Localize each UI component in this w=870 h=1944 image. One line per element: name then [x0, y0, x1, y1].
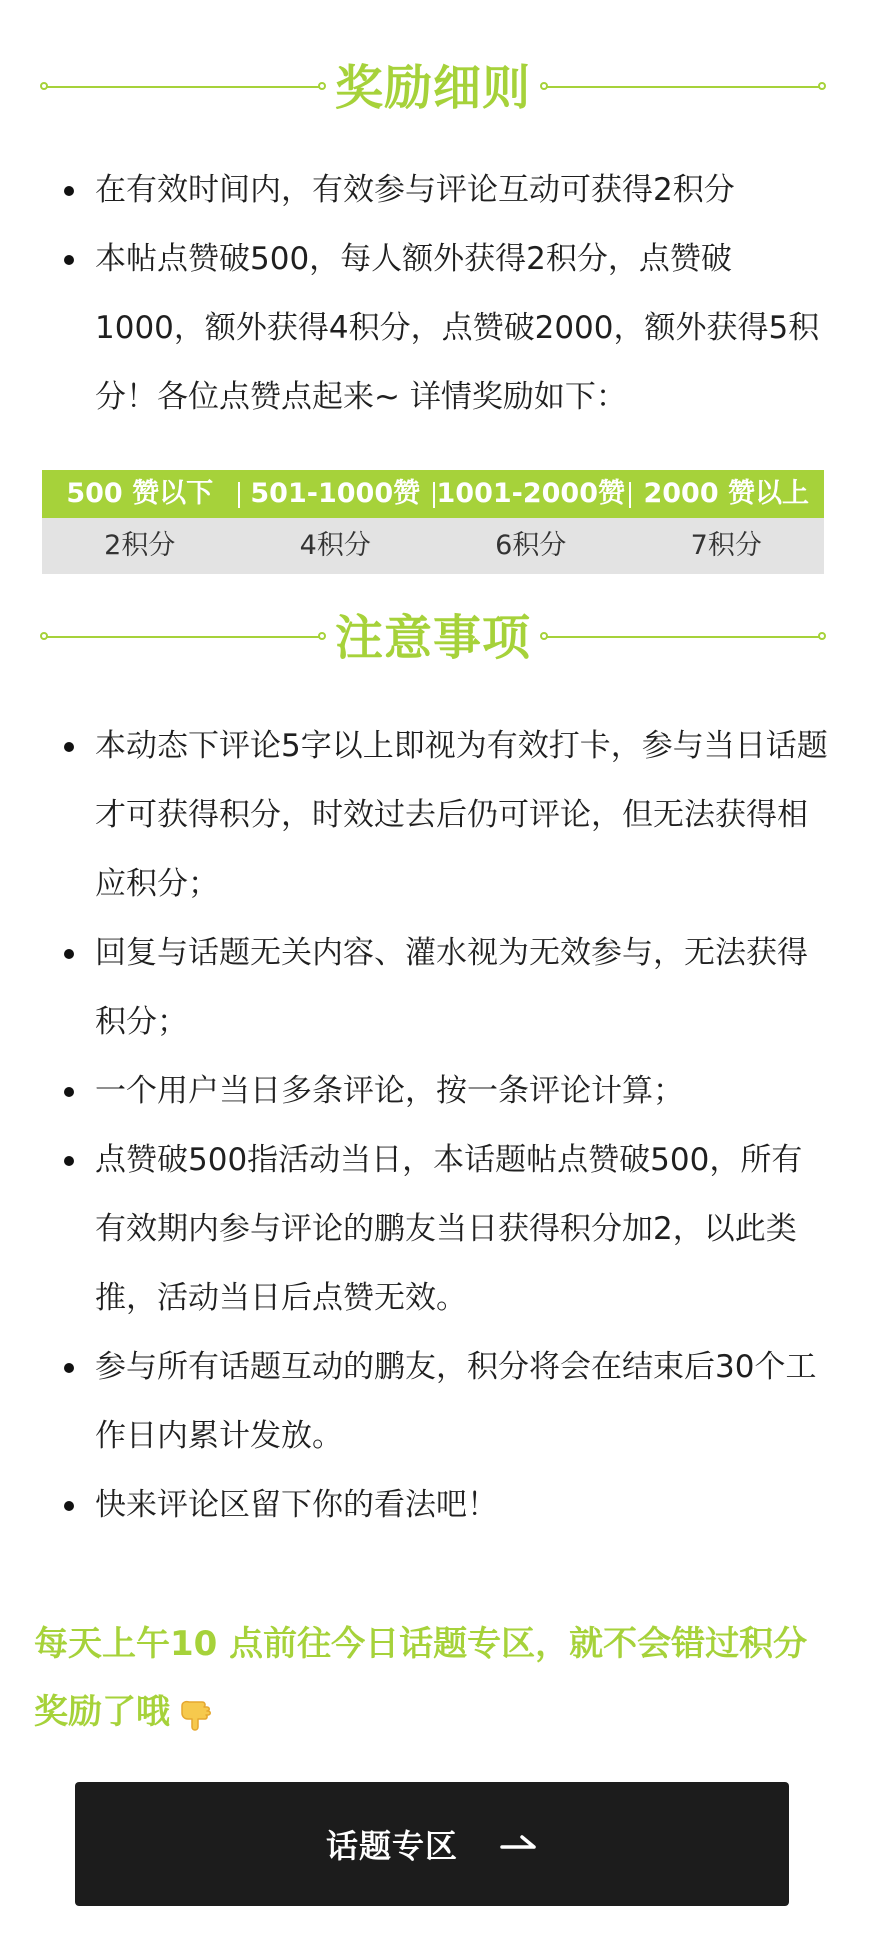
rewards-list [60, 156, 830, 432]
list-item: 点赞破500指活动当日，本话题帖点赞破500，所有有效期内参与评论的鹏友当日获得积分加2，以此类推，活动当日后点赞无效。 [60, 1126, 830, 1333]
pointing-down-hand-icon [176, 1696, 216, 1732]
list-item: 参与所有话题互动的鹏友，积分将会在结束后30个工作日内累计发放。 [60, 1333, 830, 1471]
notes-section-header [42, 608, 824, 668]
reward-table-header-cell: 501-1000赞 [238, 470, 434, 518]
list-item: 快来评论区留下你的看法吧！ [60, 1471, 830, 1540]
reward-table-header-cell: 1001-2000赞 [433, 470, 629, 518]
list-item: 一个用户当日多条评论，按一条评论计算； [60, 1057, 830, 1126]
topic-zone-button[interactable] [75, 1782, 789, 1906]
reward-table-value-row [42, 518, 824, 574]
promo-text: 每天上午10 点前往今日话题专区，就不会错过积分奖励了哦 [34, 1624, 808, 1732]
rewards-section-title: 奖励细则 [334, 60, 531, 116]
rewards-section-header [42, 58, 824, 118]
reward-table-value-cell: 6积分 [495, 530, 567, 561]
reward-table-value-cell: 2积分 [104, 530, 176, 561]
list-item: 本帖点赞破500，每人额外获得2积分，点赞破1000，额外获得4积分，点赞破2000，额外获得5积分！各位点赞点起来~ 详情奖励如下： [60, 225, 830, 432]
reward-table-value-cell: 7积分 [690, 530, 762, 561]
notes-section-title: 注意事项 [334, 610, 531, 666]
reward-table-value-cell: 4积分 [299, 530, 371, 561]
reward-table [42, 470, 824, 574]
list-item: 回复与话题无关内容、灌水视为无效参与，无法获得积分； [60, 919, 830, 1057]
arrow-right-icon [500, 1833, 538, 1855]
list-item: 在有效时间内，有效参与评论互动可获得2积分 [60, 156, 830, 225]
reward-table-header-row [42, 470, 824, 518]
promo-text-block [34, 1610, 834, 1746]
list-item: 本动态下评论5字以上即视为有效打卡，参与当日话题才可获得积分，时效过去后仍可评论，但无法获得相应积分； [60, 712, 830, 919]
notes-list [60, 712, 830, 1540]
topic-zone-button-label: 话题专区 [325, 1827, 458, 1865]
reward-table-header-cell: 2000 赞以上 [629, 470, 825, 518]
reward-table-header-cell: 500 赞以下 [66, 478, 214, 509]
